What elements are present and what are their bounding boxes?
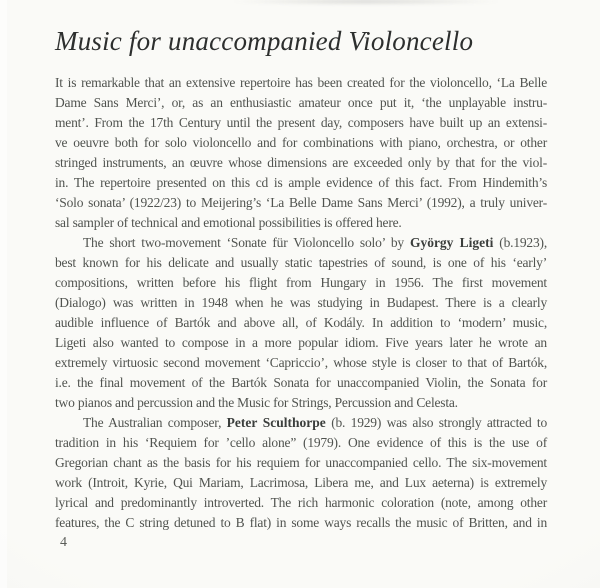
text-run: work (Introit, Kyrie, Qui Mariam, Lacrimosa, Libera me, and Lux aeterna) is extremely: [55, 475, 547, 490]
text-run: ment’. From the 17th Century until the present day, composers have built up an extensi-: [55, 115, 547, 130]
text-line: [55, 253, 547, 273]
text-run: extremely virtuosic second movement ‘Capriccio’, whose style is closer to that of Bartók,: [55, 355, 547, 370]
text-run: It is remarkable that an extensive repertoire has been created for the violoncello, ‘La Belle: [55, 75, 547, 90]
text-line: [55, 93, 547, 113]
text-run: sal sampler of technical and emotional possibilities is offered here.: [55, 215, 402, 230]
composer-name: Peter Sculthorpe: [226, 415, 326, 430]
text-line: [55, 413, 547, 433]
text-line: [55, 213, 547, 233]
text-line: [55, 333, 547, 353]
text-line: [55, 193, 547, 213]
text-line: [55, 313, 547, 333]
text-run: in. The repertoire presented on this cd is ample evidence of this fact. From Hindemith’s: [55, 175, 547, 190]
text-line: [55, 233, 547, 253]
text-run: ve oeuvre both for solo violoncello and for combinations with piano, orchestra, or other: [55, 135, 547, 150]
text-line: [55, 453, 547, 473]
text-run: (Dialogo) was written in 1948 when he was studying in Budapest. There is a clearly: [55, 295, 547, 310]
text-line: [55, 473, 547, 493]
text-run: tradition in his ‘Requiem for ’cello alone” (1979). One evidence of this is the use of: [55, 435, 547, 450]
text-line: [55, 493, 547, 513]
text-run: Dame Sans Merci’, or, as an enthusiastic amateur once put it, ‘the unplayable instru-: [55, 95, 547, 110]
text-run: i.e. the final movement of the Bartók Sonata for unaccompanied Violin, the Sonata for: [55, 375, 547, 390]
text-line: [55, 353, 547, 373]
text-line: [55, 173, 547, 193]
text-run: Ligeti also wanted to compose in a more popular idiom. Five years later he wrote an: [55, 335, 547, 350]
text-run: ‘Solo sonata’ (1922/23) to Meijering’s ‘La Belle Dame Sans Merci’ (1992), a truly univer-: [55, 195, 547, 210]
text-run: (b. 1929) was also strongly attracted to: [325, 415, 548, 430]
text-run: lyrical and predominantly introverted. The rich harmonic coloration (note, among other: [55, 495, 547, 510]
text-line: [55, 273, 547, 293]
text-line: [55, 433, 547, 453]
text-line: [55, 513, 547, 533]
text-line: [55, 373, 547, 393]
page-title: Music for unaccompanied Violoncello: [55, 26, 474, 56]
text-run: audible influence of Bartók and above all, of Kodály. In addition to ‘modern’ music,: [55, 315, 547, 330]
text-run: best known for his delicate and usually static tapestries of sound, is one of his ‘early’: [55, 255, 547, 270]
text-run: compositions, written before his flight from Hungary in 1956. The first movement: [55, 275, 547, 290]
text-line: [55, 393, 547, 413]
text-line: [55, 73, 547, 93]
text-run: (b.1923),: [493, 235, 547, 250]
text-run: two pianos and percussion and the Music for Strings, Percussion and Celesta.: [55, 395, 458, 410]
text-run: features, the C string detuned to B flat) in some ways recalls the music of Britten, and in: [55, 515, 547, 530]
text-line: [55, 133, 547, 153]
text-line: [55, 293, 547, 313]
text-run: stringed instruments, an œuvre whose dimensions are exceeded only by that for the viol-: [55, 155, 547, 170]
text-line: [55, 113, 547, 133]
page-number: 4: [60, 535, 67, 550]
text-run: The Australian composer,: [83, 415, 227, 430]
composer-name: György Ligeti: [409, 235, 494, 250]
text-line: [55, 153, 547, 173]
body-text: [55, 73, 547, 533]
text-run: The short two-movement ‘Sonate für Violoncello solo’ by: [83, 235, 410, 250]
text-run: Gregorian chant as the basis for his requiem for unaccompanied cello. The six-movement: [55, 455, 547, 470]
